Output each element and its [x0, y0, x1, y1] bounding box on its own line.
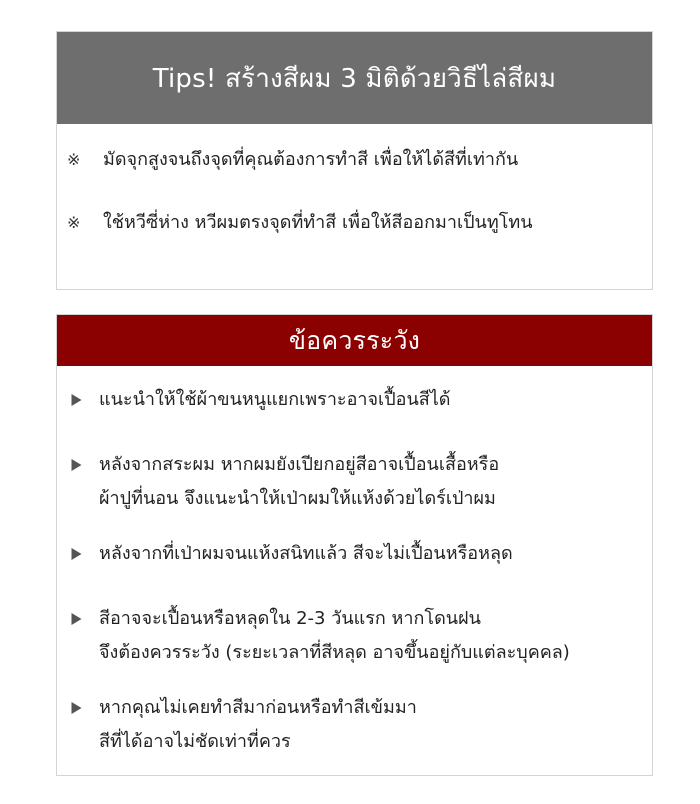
tips-header — [57, 32, 652, 124]
warning-item — [71, 383, 450, 417]
tips-card — [56, 31, 653, 290]
warnings-card — [56, 314, 653, 776]
reference-mark-icon: ※ — [67, 213, 81, 232]
tips-item — [67, 147, 518, 173]
warning-line: ผ้าปูที่นอน จึงแนะนำให้เป่าผมให้แห้งด้วยไดร์เป่าผม — [99, 488, 496, 509]
triangle-bullet-icon — [71, 448, 99, 482]
reference-mark-icon: ※ — [67, 150, 81, 169]
warning-item — [71, 537, 513, 571]
tips-item — [67, 210, 533, 236]
tips-item-text: มัดจุกสูงจนถึงจุดที่คุณต้องการทำสี เพื่อให้ได้สีที่เท่ากัน — [103, 149, 519, 170]
tips-item-text: ใช้หวีซี่ห่าง หวีผมตรงจุดที่ทำสี เพื่อให้สีออกมาเป็นทูโทน — [103, 212, 533, 233]
triangle-bullet-icon — [71, 691, 99, 725]
triangle-bullet-icon — [71, 383, 99, 417]
triangle-bullet-icon — [71, 602, 99, 636]
warning-line: หลังจากสระผม หากผมยังเปียกอยู่สีอาจเปื้อนเสื้อหรือ — [99, 454, 500, 475]
warning-line: จึงต้องควรระวัง (ระยะเวลาที่สีหลุด อาจขึ้นอยู่กับแต่ละบุคคล) — [99, 642, 570, 663]
warning-line: แนะนำให้ใช้ผ้าขนหนูแยกเพราะอาจเปื้อนสีได้ — [99, 389, 451, 410]
warning-line: หลังจากที่เป่าผมจนแห้งสนิทแล้ว สีจะไม่เปื้อนหรือหลุด — [99, 543, 513, 564]
tips-title: Tips! สร้างสีผม 3 มิติด้วยวิธีไล่สีผม — [152, 63, 557, 94]
warning-item — [71, 448, 499, 516]
warnings-title: ข้อควรระวัง — [288, 325, 421, 355]
warnings-header — [57, 315, 652, 366]
warning-item — [71, 691, 417, 759]
triangle-bullet-icon — [71, 537, 99, 571]
warning-item — [71, 602, 570, 670]
warning-line: หากคุณไม่เคยทำสีมาก่อนหรือทำสีเข้มมา — [99, 697, 417, 718]
warning-line: สีที่ได้อาจไม่ชัดเท่าที่ควร — [99, 731, 291, 752]
warning-line: สีอาจจะเปื้อนหรือหลุดใน 2-3 วันแรก หากโดนฝน — [99, 608, 481, 629]
